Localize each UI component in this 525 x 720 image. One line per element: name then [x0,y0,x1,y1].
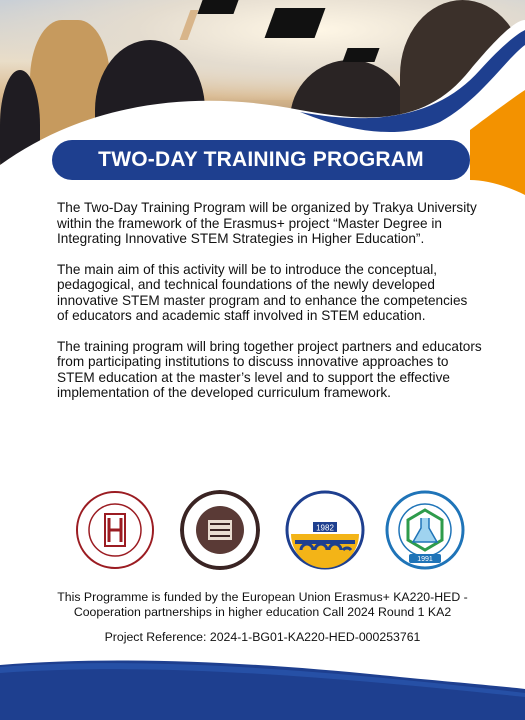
funding-notice [40,590,485,620]
partner-logos [75,490,465,576]
title-banner [52,140,470,180]
page-title: TWO-DAY TRAINING PROGRAM [98,148,424,171]
funding-line: This Programme is funded by the European Union Erasmus+ KA220-HED - [57,590,468,604]
logo-year: 1982 [316,523,334,533]
trakya-university-logo [285,490,365,570]
south-west-university-logo [75,490,155,570]
body-text [57,200,482,416]
footer-wave [0,645,525,720]
paragraph: The Two-Day Training Program will be organized by Trakya University within the framework of the Erasmus+ project “Master Degree in Integrating Innovative STEM Strategies in Higher Education”. [57,200,477,246]
toshkent-institute-logo [385,490,465,570]
logo-year: 1991 [417,556,433,563]
paragraph: The main aim of this activity will be to introduce the conceptual, pedagogical, and technical foundations of the newly developed innovative STEM master program and to enhance the competencies of educators and academic staff involved in STEM education. [57,261,468,323]
paragraph: The training program will bring together project partners and educators from participating institutions to discuss innovative approaches to STEM education at the master’s level and to support the effective implementation of the developed curriculum framework. [57,338,482,400]
nish-university-logo [180,490,260,570]
funding-line: Cooperation partnerships in higher education Call 2024 Round 1 KA2 [73,605,452,619]
project-reference: Project Reference: 2024-1-BG01-KA220-HED-000253761 [104,630,421,644]
